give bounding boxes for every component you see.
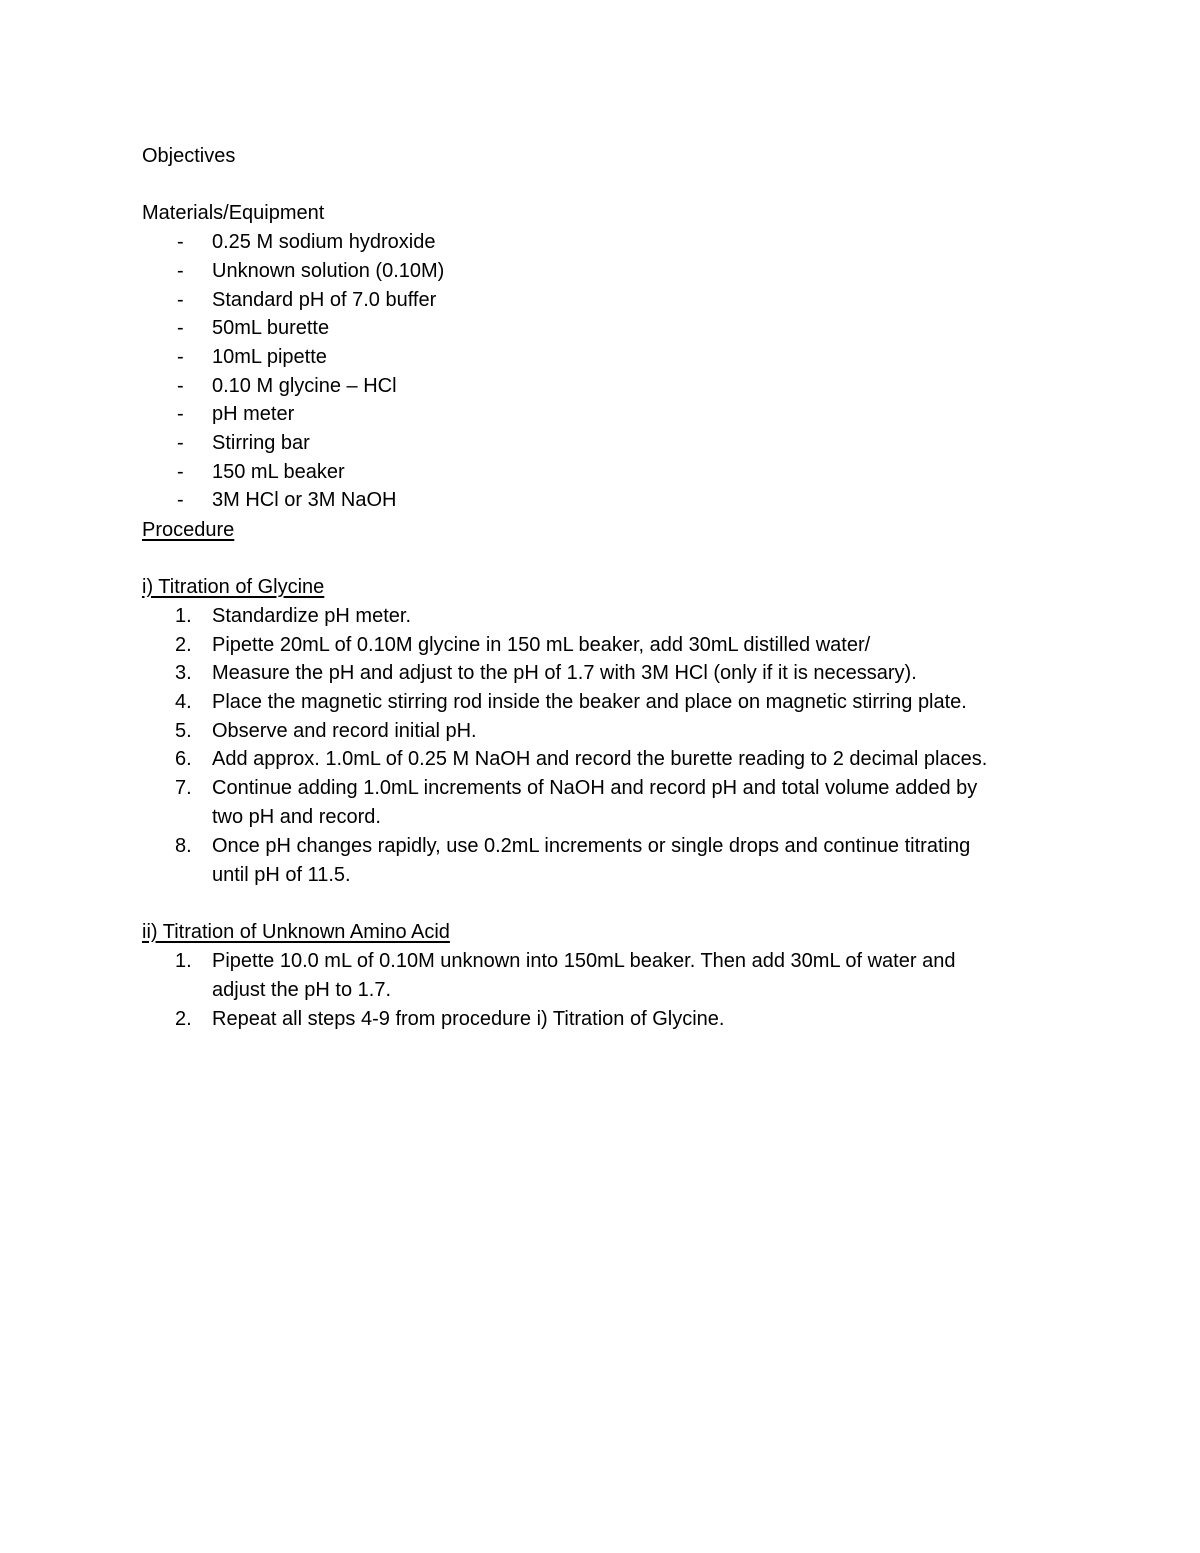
material-text: Stirring bar xyxy=(212,432,310,454)
bullet: - xyxy=(177,289,184,311)
bullet: - xyxy=(177,346,184,368)
list-item xyxy=(0,429,1200,458)
step-text: Pipette 10.0 mL of 0.10M unknown into 150mL beaker. Then add 30mL of water and xyxy=(212,950,956,972)
step-number: 1. xyxy=(175,950,192,972)
list-item-continuation xyxy=(0,803,1200,832)
list-item xyxy=(0,832,1200,861)
list-item xyxy=(0,745,1200,774)
list-item xyxy=(0,688,1200,717)
step-number: 2. xyxy=(175,634,192,656)
bullet: - xyxy=(177,231,184,253)
list-item xyxy=(0,343,1200,372)
bullet: - xyxy=(177,260,184,282)
step-number: 7. xyxy=(175,777,192,799)
step-text: Pipette 20mL of 0.10M glycine in 150 mL beaker, add 30mL distilled water/ xyxy=(212,634,871,656)
bullet: - xyxy=(177,403,184,425)
material-text: pH meter xyxy=(212,403,295,425)
material-text: 10mL pipette xyxy=(212,346,327,368)
list-item xyxy=(0,486,1200,515)
list-item xyxy=(0,1005,1200,1034)
step-text: Continue adding 1.0mL increments of NaOH and record pH and total volume added by xyxy=(212,777,978,799)
step-text: adjust the pH to 1.7. xyxy=(212,979,392,1001)
bullet: - xyxy=(177,317,184,339)
material-text: 0.10 M glycine – HCl xyxy=(212,375,397,397)
material-text: 50mL burette xyxy=(212,317,330,339)
list-item xyxy=(0,774,1200,803)
step-text: Once pH changes rapidly, use 0.2mL increments or single drops and continue titrating xyxy=(212,835,971,857)
list-item xyxy=(0,717,1200,746)
list-item xyxy=(0,228,1200,257)
bullet: - xyxy=(177,489,184,511)
procedure-heading: Procedure xyxy=(142,519,235,541)
list-item xyxy=(0,631,1200,660)
list-item xyxy=(0,659,1200,688)
material-text: 3M HCl or 3M NaOH xyxy=(212,489,397,511)
section2-title: ii) Titration of Unknown Amino Acid xyxy=(142,921,450,943)
list-item xyxy=(0,947,1200,976)
list-item xyxy=(0,458,1200,487)
step-number: 5. xyxy=(175,720,192,742)
material-text: 0.25 M sodium hydroxide xyxy=(212,231,436,253)
step-text: Observe and record initial pH. xyxy=(212,720,477,742)
list-item-continuation xyxy=(0,861,1200,890)
bullet: - xyxy=(177,461,184,483)
step-text: two pH and record. xyxy=(212,806,381,828)
step-text: Add approx. 1.0mL of 0.25 M NaOH and record the burette reading to 2 decimal places. xyxy=(212,748,988,770)
list-item xyxy=(0,314,1200,343)
list-item-continuation xyxy=(0,976,1200,1005)
material-text: Standard pH of 7.0 buffer xyxy=(212,289,437,311)
step-number: 4. xyxy=(175,691,192,713)
step-number: 2. xyxy=(175,1008,192,1030)
step-text: Place the magnetic stirring rod inside the beaker and place on magnetic stirring plate. xyxy=(212,691,967,713)
step-text: Repeat all steps 4-9 from procedure i) Titration of Glycine. xyxy=(212,1008,725,1030)
step-number: 3. xyxy=(175,662,192,684)
objectives-heading: Objectives xyxy=(142,145,236,167)
list-item xyxy=(0,400,1200,429)
step-text: Measure the pH and adjust to the pH of 1.7 with 3M HCl (only if it is necessary). xyxy=(212,662,917,684)
material-text: Unknown solution (0.10M) xyxy=(212,260,445,282)
step-text: until pH of 11.5. xyxy=(212,864,351,886)
step-number: 6. xyxy=(175,748,192,770)
step-number: 8. xyxy=(175,835,192,857)
list-item xyxy=(0,286,1200,315)
step-text: Standardize pH meter. xyxy=(212,605,411,627)
bullet: - xyxy=(177,432,184,454)
list-item xyxy=(0,257,1200,286)
bullet: - xyxy=(177,375,184,397)
step-number: 1. xyxy=(175,605,192,627)
material-text: 150 mL beaker xyxy=(212,461,345,483)
list-item xyxy=(0,602,1200,631)
materials-heading: Materials/Equipment xyxy=(142,202,325,224)
list-item xyxy=(0,372,1200,401)
section1-title: i) Titration of Glycine xyxy=(142,576,325,598)
